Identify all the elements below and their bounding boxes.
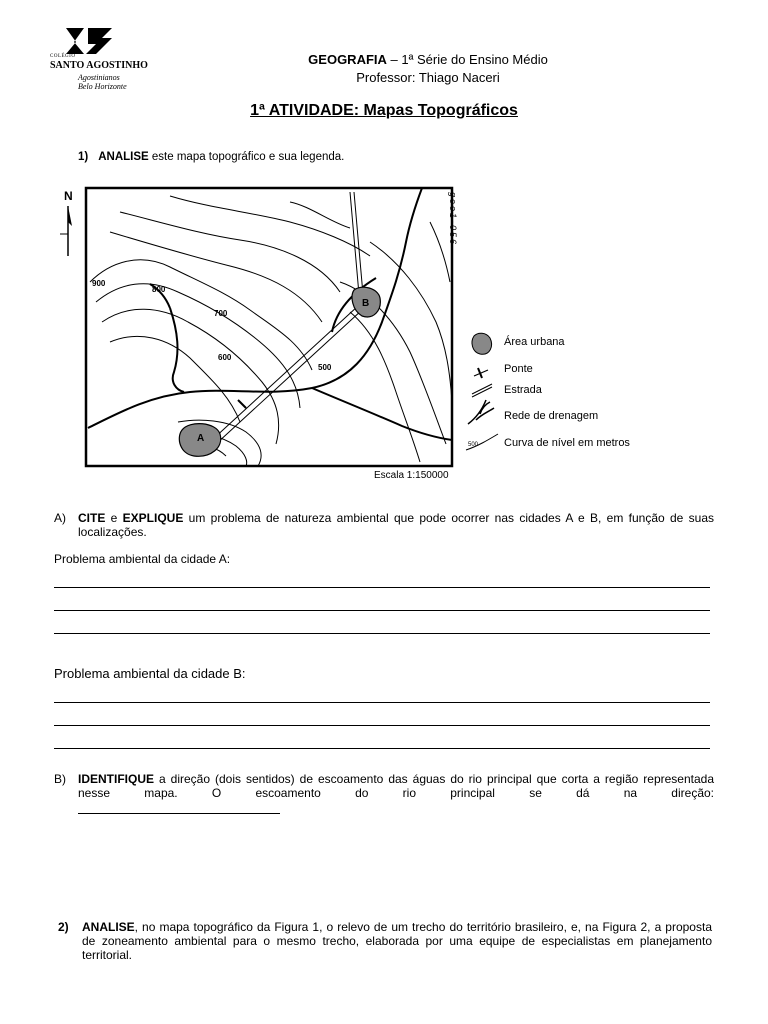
- question-b-text: a direção (dois sentidos) de escoamento das águas do rio principal que corta a região representada nesse mapa. O escoamento do rio principal se dá na direção:: [78, 772, 714, 800]
- question-a-verb-1: CITE: [78, 511, 106, 525]
- question-1-number: 1): [78, 151, 89, 163]
- label-problem-city-b: Problema ambiental da cidade B:: [54, 666, 246, 681]
- question-2-verb: ANALISE: [82, 920, 135, 934]
- logo-line-4: Belo Horizonte: [78, 82, 127, 91]
- question-a-verb-2: EXPLIQUE: [122, 511, 184, 525]
- legend-contour: Curva de nível em metros: [504, 437, 630, 449]
- legend-urban: Área urbana: [504, 336, 565, 348]
- north-label: N: [64, 189, 73, 203]
- answer-line-b-2[interactable]: [54, 725, 710, 726]
- question-1-prompt: [78, 151, 344, 163]
- question-a-letter: A): [54, 511, 66, 525]
- contour-label-800: 800: [152, 285, 166, 294]
- legend-road: Estrada: [504, 384, 542, 396]
- subject: GEOGRAFIA: [308, 52, 387, 67]
- contour-label-600: 600: [218, 353, 232, 362]
- answer-line-b-1[interactable]: [54, 702, 710, 703]
- contour-label-900: 900: [92, 279, 106, 288]
- question-b-letter: B): [54, 772, 66, 786]
- question-2: [58, 920, 712, 962]
- answer-line-direction[interactable]: [78, 813, 280, 814]
- logo-line-1: COLÉGIO: [50, 54, 76, 59]
- question-a: A) CITE e EXPLIQUE um problema de natureza ambiental que pode ocorrer nas cidades A e B, em função de suas localizações.: [54, 511, 714, 539]
- answer-line-b-3[interactable]: [54, 748, 710, 749]
- answer-line-a-3[interactable]: [54, 633, 710, 634]
- answer-line-a-1[interactable]: [54, 587, 710, 588]
- contour-label-500: 500: [318, 363, 332, 372]
- logo-line-3: Agostinianos: [78, 73, 120, 82]
- urban-area-icon: [472, 333, 492, 354]
- city-b-label: B: [362, 298, 370, 309]
- professor: Professor: Thiago Naceri: [356, 70, 500, 85]
- map-scale: Escala 1:150000: [374, 470, 449, 481]
- question-b: [54, 772, 714, 800]
- logo-line-2: SANTO AGOSTINHO: [50, 60, 148, 71]
- road-legend-icon: [472, 384, 492, 397]
- series: – 1ª Série do Ensino Médio: [386, 52, 548, 67]
- contour-legend-icon: [466, 434, 498, 450]
- question-b-verb: IDENTIFIQUE: [78, 772, 155, 786]
- city-a-urban-area: [179, 424, 220, 457]
- drainage-legend-icon: [468, 400, 494, 424]
- map-code: geo1-056: [448, 192, 458, 247]
- question-2-number: 2): [58, 920, 69, 934]
- topographic-map: [50, 182, 470, 482]
- legend-bridge: Ponte: [504, 363, 533, 375]
- label-problem-city-a: Problema ambiental da cidade A:: [54, 552, 231, 566]
- legend-drainage: Rede de drenagem: [504, 410, 599, 422]
- bridge-legend-icon: [474, 368, 488, 378]
- answer-line-a-2[interactable]: [54, 610, 710, 611]
- header-subject-line: [0, 52, 768, 67]
- page-title: 1ª ATIVIDADE: Mapas Topográficos: [250, 102, 518, 119]
- city-a-label: A: [197, 433, 205, 444]
- contour-label-700: 700: [214, 309, 228, 318]
- question-2-text: , no mapa topográfico da Figura 1, o relevo de um trecho do território brasileiro, e, na Figura 2, a proposta de zoneamento ambiental para o mesmo trecho, elaborada por uma equipe de especialistas em planejamento territorial.: [82, 920, 712, 962]
- map-legend: [464, 326, 704, 456]
- question-1-verb: ANALISE: [98, 151, 149, 163]
- question-a-text: um problema de natureza ambiental que pode ocorrer nas cidades A e B, em função de suas localizações.: [78, 511, 714, 539]
- question-1-text: este mapa topográfico e sua legenda.: [148, 151, 345, 163]
- north-arrow-icon: [60, 206, 72, 256]
- svg-text:500: 500: [468, 442, 479, 448]
